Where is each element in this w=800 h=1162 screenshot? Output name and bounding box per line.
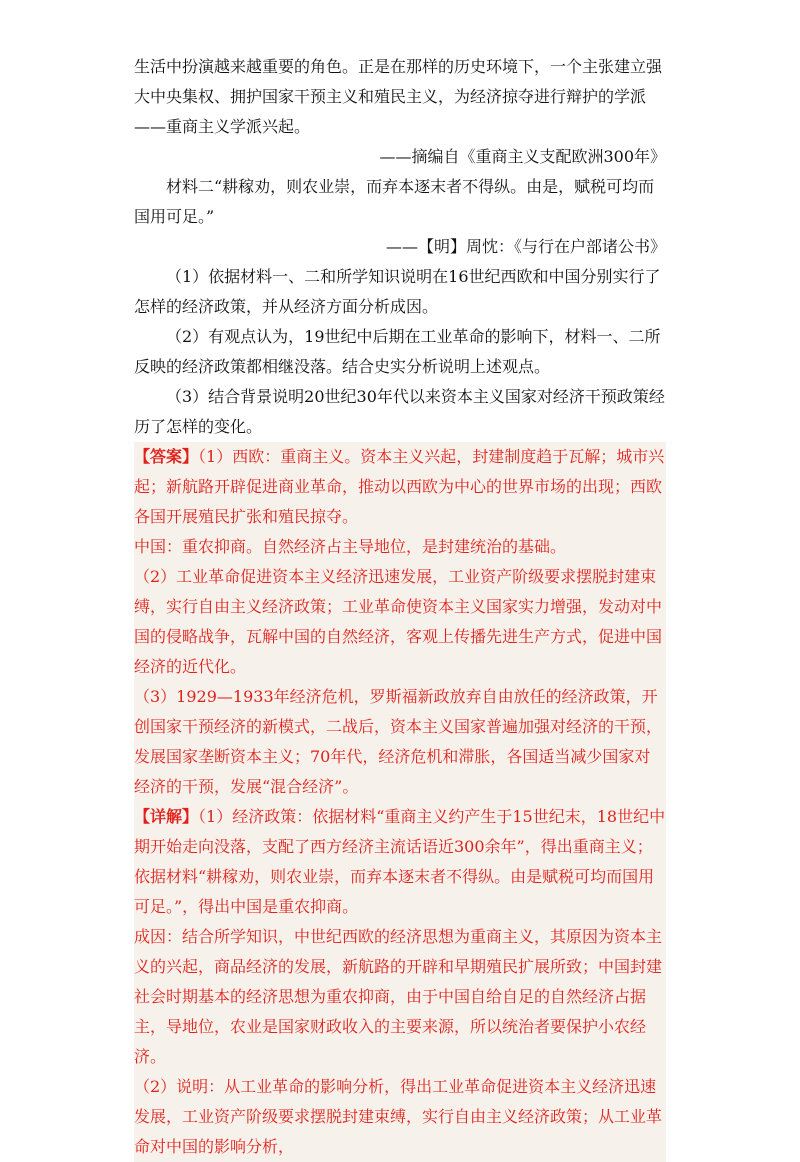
document-content <box>134 52 666 1162</box>
question-1: （1）依据材料一、二和所学知识说明在16世纪西欧和中国分别实行了怎样的经济政策，并从经济方面分析成因。 <box>134 267 661 316</box>
material-two: 材料二“耕稼劝，则农业崇，而弃本逐末者不得纵。由是，赋税可均而国用可足。” <box>134 177 655 226</box>
detail-tag: 【详解】 <box>134 807 199 826</box>
detail-1-policy: 【详解】（1）经济政策：依据材料“重商主义约产生于15世纪末，18世纪中期开始走向没落，支配了西方经济主流话语近300余年”，得出重商主义；依据材料“耕稼劝，则农业崇，而弃本逐末者不得纵。由是赋税可均而国用可足。”，得出中国是重农抑商。 <box>134 807 666 916</box>
detail-1-cause: 成因：结合所学知识，中世纪西欧的经济思想为重商主义，其原因为资本主义的兴起，商品经济的发展，新航路的开辟和早期殖民扩展所致；中国封建社会时期基本的经济思想为重农抑商，由于中国自给自足的自然经济占据主，导地位，农业是国家财政收入的主要来源，所以统治者要保护小农经济。 <box>134 927 663 1066</box>
question-2: （2）有观点认为，19世纪中后期在工业革命的影响下，材料一、二所反映的经济政策都相继没落。结合史实分析说明上述观点。 <box>134 327 661 376</box>
answer-2: （2）工业革命促进资本主义经济迅速发展，工业资产阶级要求摆脱封建束缚，实行自由主义经济政策；工业革命使资本主义国家实力增强，发动对中国的侵略战争，瓦解中国的自然经济，客观上传播先进生产方式，促进中国经济的近代化。 <box>134 567 663 676</box>
answer-3: （3）1929—1933年经济危机，罗斯福新政放弃自由放任的经济政策，开创国家干预经济的新模式，二战后，资本主义国家普遍加强对经济的干预，发展国家垄断资本主义；70年代，经济危机和滞胀，各国适当减少国家对经济的干预，发展“混合经济”。 <box>134 687 663 796</box>
answer-section <box>134 442 666 1162</box>
question-3: （3）结合背景说明20世纪30年代以来资本主义国家对经济干预政策经历了怎样的变化。 <box>134 387 665 436</box>
answer-1-china: 中国：重农抑商。自然经济占主导地位，是封建统治的基础。 <box>134 537 567 556</box>
answer-tag: 【答案】 <box>134 447 199 466</box>
answer-1-west: 【答案】（1）西欧：重商主义。资本主义兴起，封建制度趋于瓦解；城市兴起；新航路开辟促进商业革命，推动以西欧为中心的世界市场的出现；西欧各国开展殖民扩张和殖民掠夺。 <box>134 447 665 526</box>
material-two-source: ——【明】周忱：《与行在户部诸公书》 <box>385 237 666 256</box>
material-one-tail: 生活中扮演越来越重要的角色。正是在那样的历史环境下，一个主张建立强大中央集权、拥护国家干预主义和殖民主义，为经济掠夺进行辩护的学派——重商主义学派兴起。 <box>134 57 663 136</box>
detail-2: （2）说明：从工业革命的影响分析，得出工业革命促进资本主义经济迅速发展，工业资产阶级要求摆脱封建束缚，实行自由主义经济政策；从工业革命对中国的影响分析， <box>134 1077 663 1156</box>
material-one-source: ——摘编自《重商主义支配欧洲300年》 <box>379 147 666 166</box>
